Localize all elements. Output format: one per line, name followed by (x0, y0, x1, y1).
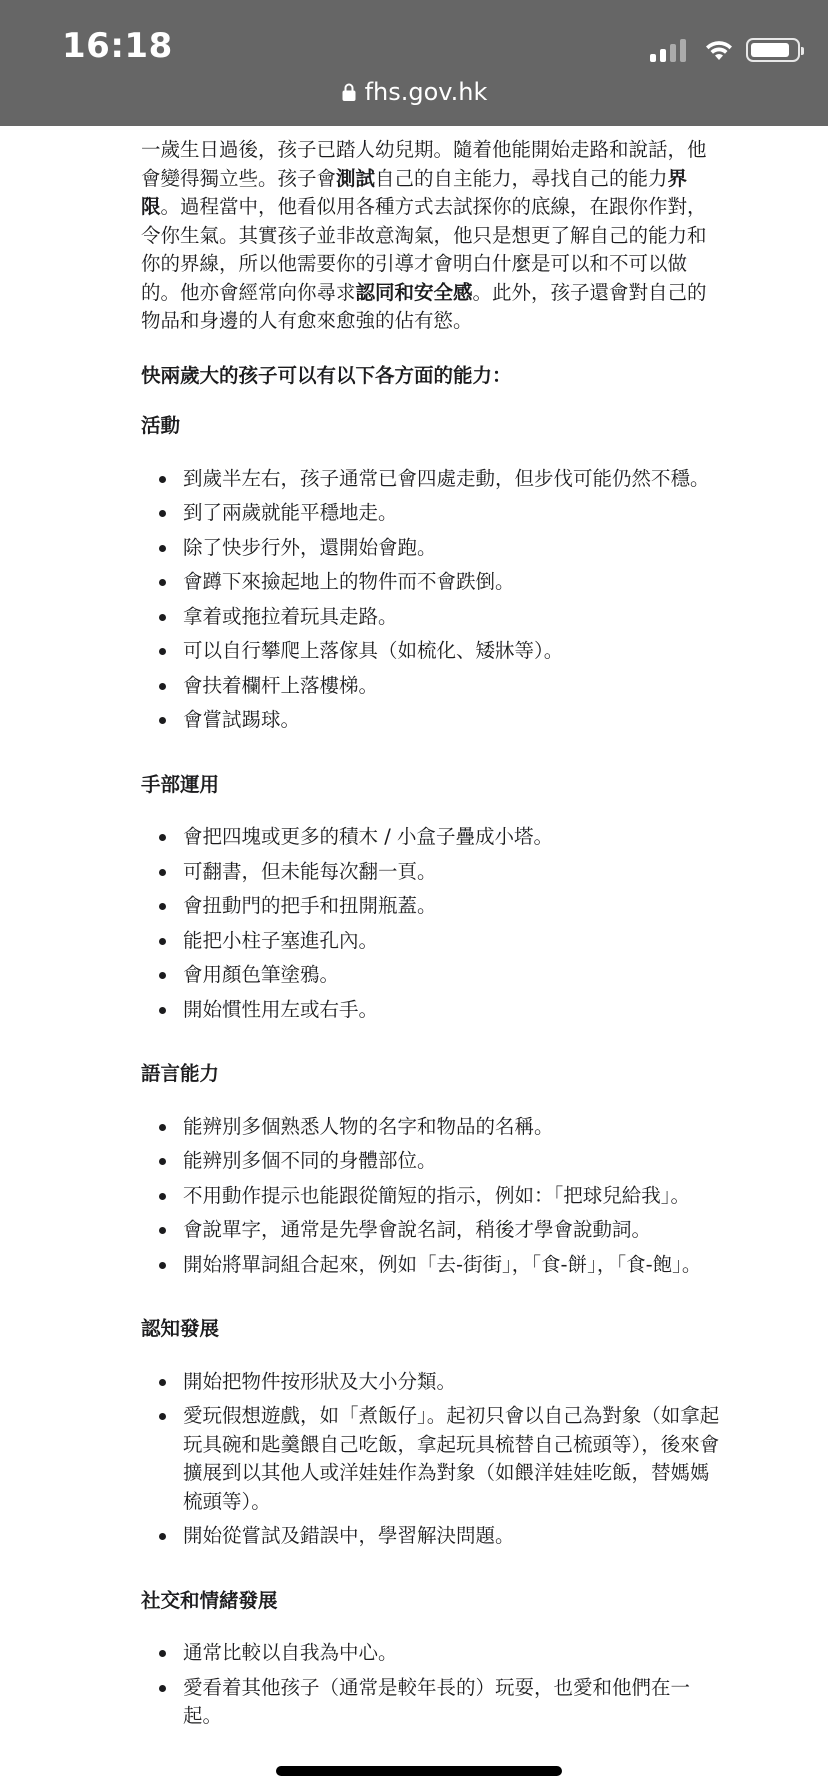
list-item: 會嘗試踢球。 (183, 706, 721, 735)
abilities-heading: 快兩歲大的孩子可以有以下各方面的能力： (141, 363, 512, 387)
home-indicator[interactable] (276, 1766, 562, 1776)
intro-text-2: 自己的自主能力，尋找自己的能力 (375, 166, 668, 190)
list-item: 會把四塊或更多的積木 / 小盒子疊成小塔。 (183, 823, 721, 852)
list-item: 會扶着欄杆上落樓梯。 (183, 672, 721, 701)
article-content (141, 136, 721, 1767)
list-item: 開始將單詞組合起來，例如「去-街街」，「食-餅」，「食-飽」。 (183, 1251, 721, 1280)
intro-text-4: 。此外，孩子還會對自己的物品和身邊的人有愈來愈強的佔有慾。 (141, 280, 707, 332)
list-item: 拿着或拖拉着玩具走路。 (183, 603, 721, 632)
list-item: 到了兩歲就能平穩地走。 (183, 499, 721, 528)
list-item: 可以自行攀爬上落傢具（如梳化、矮牀等）。 (183, 637, 721, 666)
list-item: 除了快步行外，還開始會跑。 (183, 534, 721, 563)
section-title-language: 語言能力 (141, 1062, 220, 1085)
list-item: 能辨別多個熟悉人物的名字和物品的名稱。 (183, 1113, 721, 1142)
intro-bold-2: 界限 (141, 166, 688, 218)
list-item: 會用顏色筆塗鴉。 (183, 961, 721, 990)
section-title-movement: 活動 (141, 414, 181, 437)
intro-paragraph (141, 136, 721, 336)
section-title-social-emotional: 社交和情緒發展 (141, 1588, 278, 1612)
intro-bold-3: 認同和安全感 (355, 280, 473, 304)
status-time: 16:18 (62, 26, 173, 66)
language-list (141, 1113, 721, 1280)
address-bar[interactable] (0, 78, 828, 106)
wifi-icon (704, 38, 734, 62)
intro-text-1: 一歲生日過後，孩子已踏人幼兒期。隨着他能開始走路和說話，他會變得獨立些。孩子會 (141, 138, 707, 190)
status-icons (650, 36, 800, 64)
list-item: 不用動作提示也能跟從簡短的指示，例如：「把球兒給我」。 (183, 1182, 721, 1211)
list-item: 愛玩假想遊戲，如「煮飯仔」。起初只會以自己為對象（如拿起玩具碗和匙羹餵自己吃飯，拿起玩具梳替自己梳頭等），後來會擴展到以其他人或洋娃娃作為對象（如餵洋娃娃吃飯，替媽媽梳頭等）。 (183, 1402, 721, 1516)
list-item: 會說單字，通常是先學會說名詞，稍後才學會說動詞。 (183, 1216, 721, 1245)
list-item: 會蹲下來撿起地上的物件而不會跌倒。 (183, 568, 721, 597)
list-item: 開始從嘗試及錯誤中，學習解決問題。 (183, 1522, 721, 1551)
section-title-cognitive: 認知發展 (141, 1317, 220, 1340)
url-text: fhs.gov.hk (364, 78, 488, 106)
battery-icon (746, 38, 800, 62)
list-item: 會扭動門的把手和扭開瓶蓋。 (183, 892, 721, 921)
list-item: 可翻書，但未能每次翻一頁。 (183, 858, 721, 887)
list-item: 能把小柱子塞進孔內。 (183, 927, 721, 956)
list-item: 開始慣性用左或右手。 (183, 996, 721, 1025)
cellular-signal-icon (650, 38, 690, 62)
hand-use-list (141, 823, 721, 1024)
lock-icon (341, 82, 357, 102)
intro-text-3: 。過程當中，他看似用各種方式去試探你的底線，在跟你作對，令你生氣。其實孩子並非故意淘氣，他只是想更了解自己的能力和你的界線，所以他需要你的引導才會明白什麼是可以和不可以做的。他亦會經常向你尋求 (141, 195, 707, 304)
intro-bold-1: 測試 (336, 166, 376, 190)
movement-list (141, 465, 721, 735)
status-bar (0, 0, 828, 126)
list-item: 到歲半左右，孩子通常已會四處走動，但步伐可能仍然不穩。 (183, 465, 721, 494)
section-title-hand-use: 手部運用 (141, 772, 220, 796)
social-emotional-list (141, 1639, 721, 1731)
list-item: 開始把物件按形狀及大小分類。 (183, 1368, 721, 1397)
list-item: 愛看着其他孩子（通常是較年長的）玩耍，也愛和他們在一起。 (183, 1674, 721, 1731)
list-item: 通常比較以自我為中心。 (183, 1639, 721, 1668)
cognitive-list (141, 1368, 721, 1551)
list-item: 能辨別多個不同的身體部位。 (183, 1147, 721, 1176)
